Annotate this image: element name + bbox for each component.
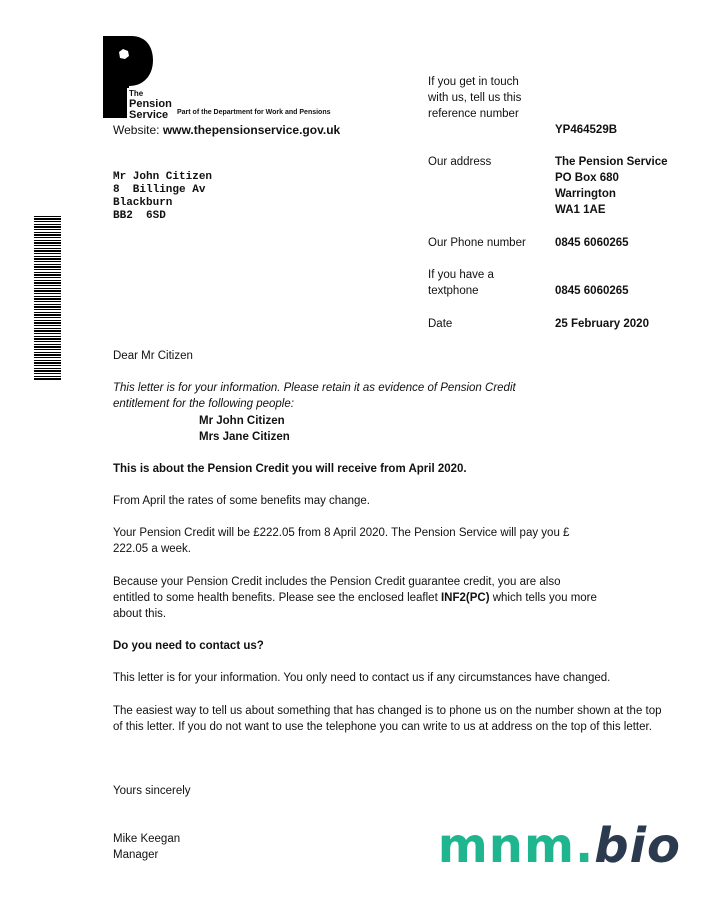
watermark-part: mnm. [437,818,595,874]
salutation: Dear Mr Citizen [113,350,193,362]
website-label: Website: [113,123,163,137]
signer-title: Manager [113,849,159,861]
logo-line: Service [129,109,169,121]
watermark [438,818,681,874]
closing: Yours sincerely [113,785,191,797]
date-label: Date [428,318,453,330]
text: Because your Pension Credit includes the Pension Credit guarantee credit, you are also entitled to some health benefits. Please see the enclosed leaflet [113,576,561,604]
office-address-line: PO Box 680 [555,172,619,184]
barcode [34,216,61,380]
signer-name: Mike Keegan [113,833,181,845]
website-line [113,123,340,137]
reference-label: If you get in touch with us, tell us this reference number [428,76,522,120]
paragraph: From April the rates of some benefits may change. [113,495,370,507]
paragraph: Your Pension Credit will be £222.05 from 8 April 2020. The Pension Service will pay you £ 222.05 a week. [113,527,570,555]
phone-value: 0845 6060265 [555,237,629,249]
address-line: 8 Billinge Av [113,184,206,196]
office-address-line: Warrington [555,188,616,200]
department-text: Part of the Department for Work and Pensions [177,109,331,116]
reference-value: YP464529B [555,124,618,136]
date-value: 25 February 2020 [555,318,649,330]
watermark-part: bio [594,818,681,874]
address-label: Our address [428,156,492,168]
logo-text [129,88,172,121]
address-line: BB2 6SD [113,210,166,222]
address-line: Blackburn [113,197,173,209]
person-name: Mr John Citizen [199,415,285,427]
address-line: Mr John Citizen [113,171,213,183]
office-address-line: WA1 1AE [555,204,606,216]
leaflet-code: INF2(PC) [440,592,490,604]
office-address [555,154,668,218]
heading-contact: Do you need to contact us? [113,640,264,652]
office-address-line: The Pension Service [555,156,668,168]
paragraph: This letter is for your information. You only need to contact us if any circumstances have changed. [113,672,611,684]
website-link[interactable]: www.thepensionservice.gov.uk [162,123,341,137]
logo-line: Pension [129,98,172,110]
heading-pension-credit: This is about the Pension Credit you will receive from April 2020. [113,463,467,475]
paragraph: The easiest way to tell us about something that has changed is to phone us on the number shown at the top of this letter. If you do not want to use the telephone you can write to us at address on the top of this letter. [113,705,662,733]
phone-label: Our Phone number [428,237,526,249]
recipient-address [113,171,212,223]
logo-line: The [129,89,144,98]
textphone-label: If you have a textphone [428,269,494,297]
intro-text: This letter is for your information. Please retain it as evidence of Pension Credit entitlement for the following people: [113,382,516,410]
text: which tells you more about this. [113,592,597,620]
textphone-value: 0845 6060265 [555,285,629,297]
person-name: Mrs Jane Citizen [199,431,290,443]
paragraph [113,574,598,622]
